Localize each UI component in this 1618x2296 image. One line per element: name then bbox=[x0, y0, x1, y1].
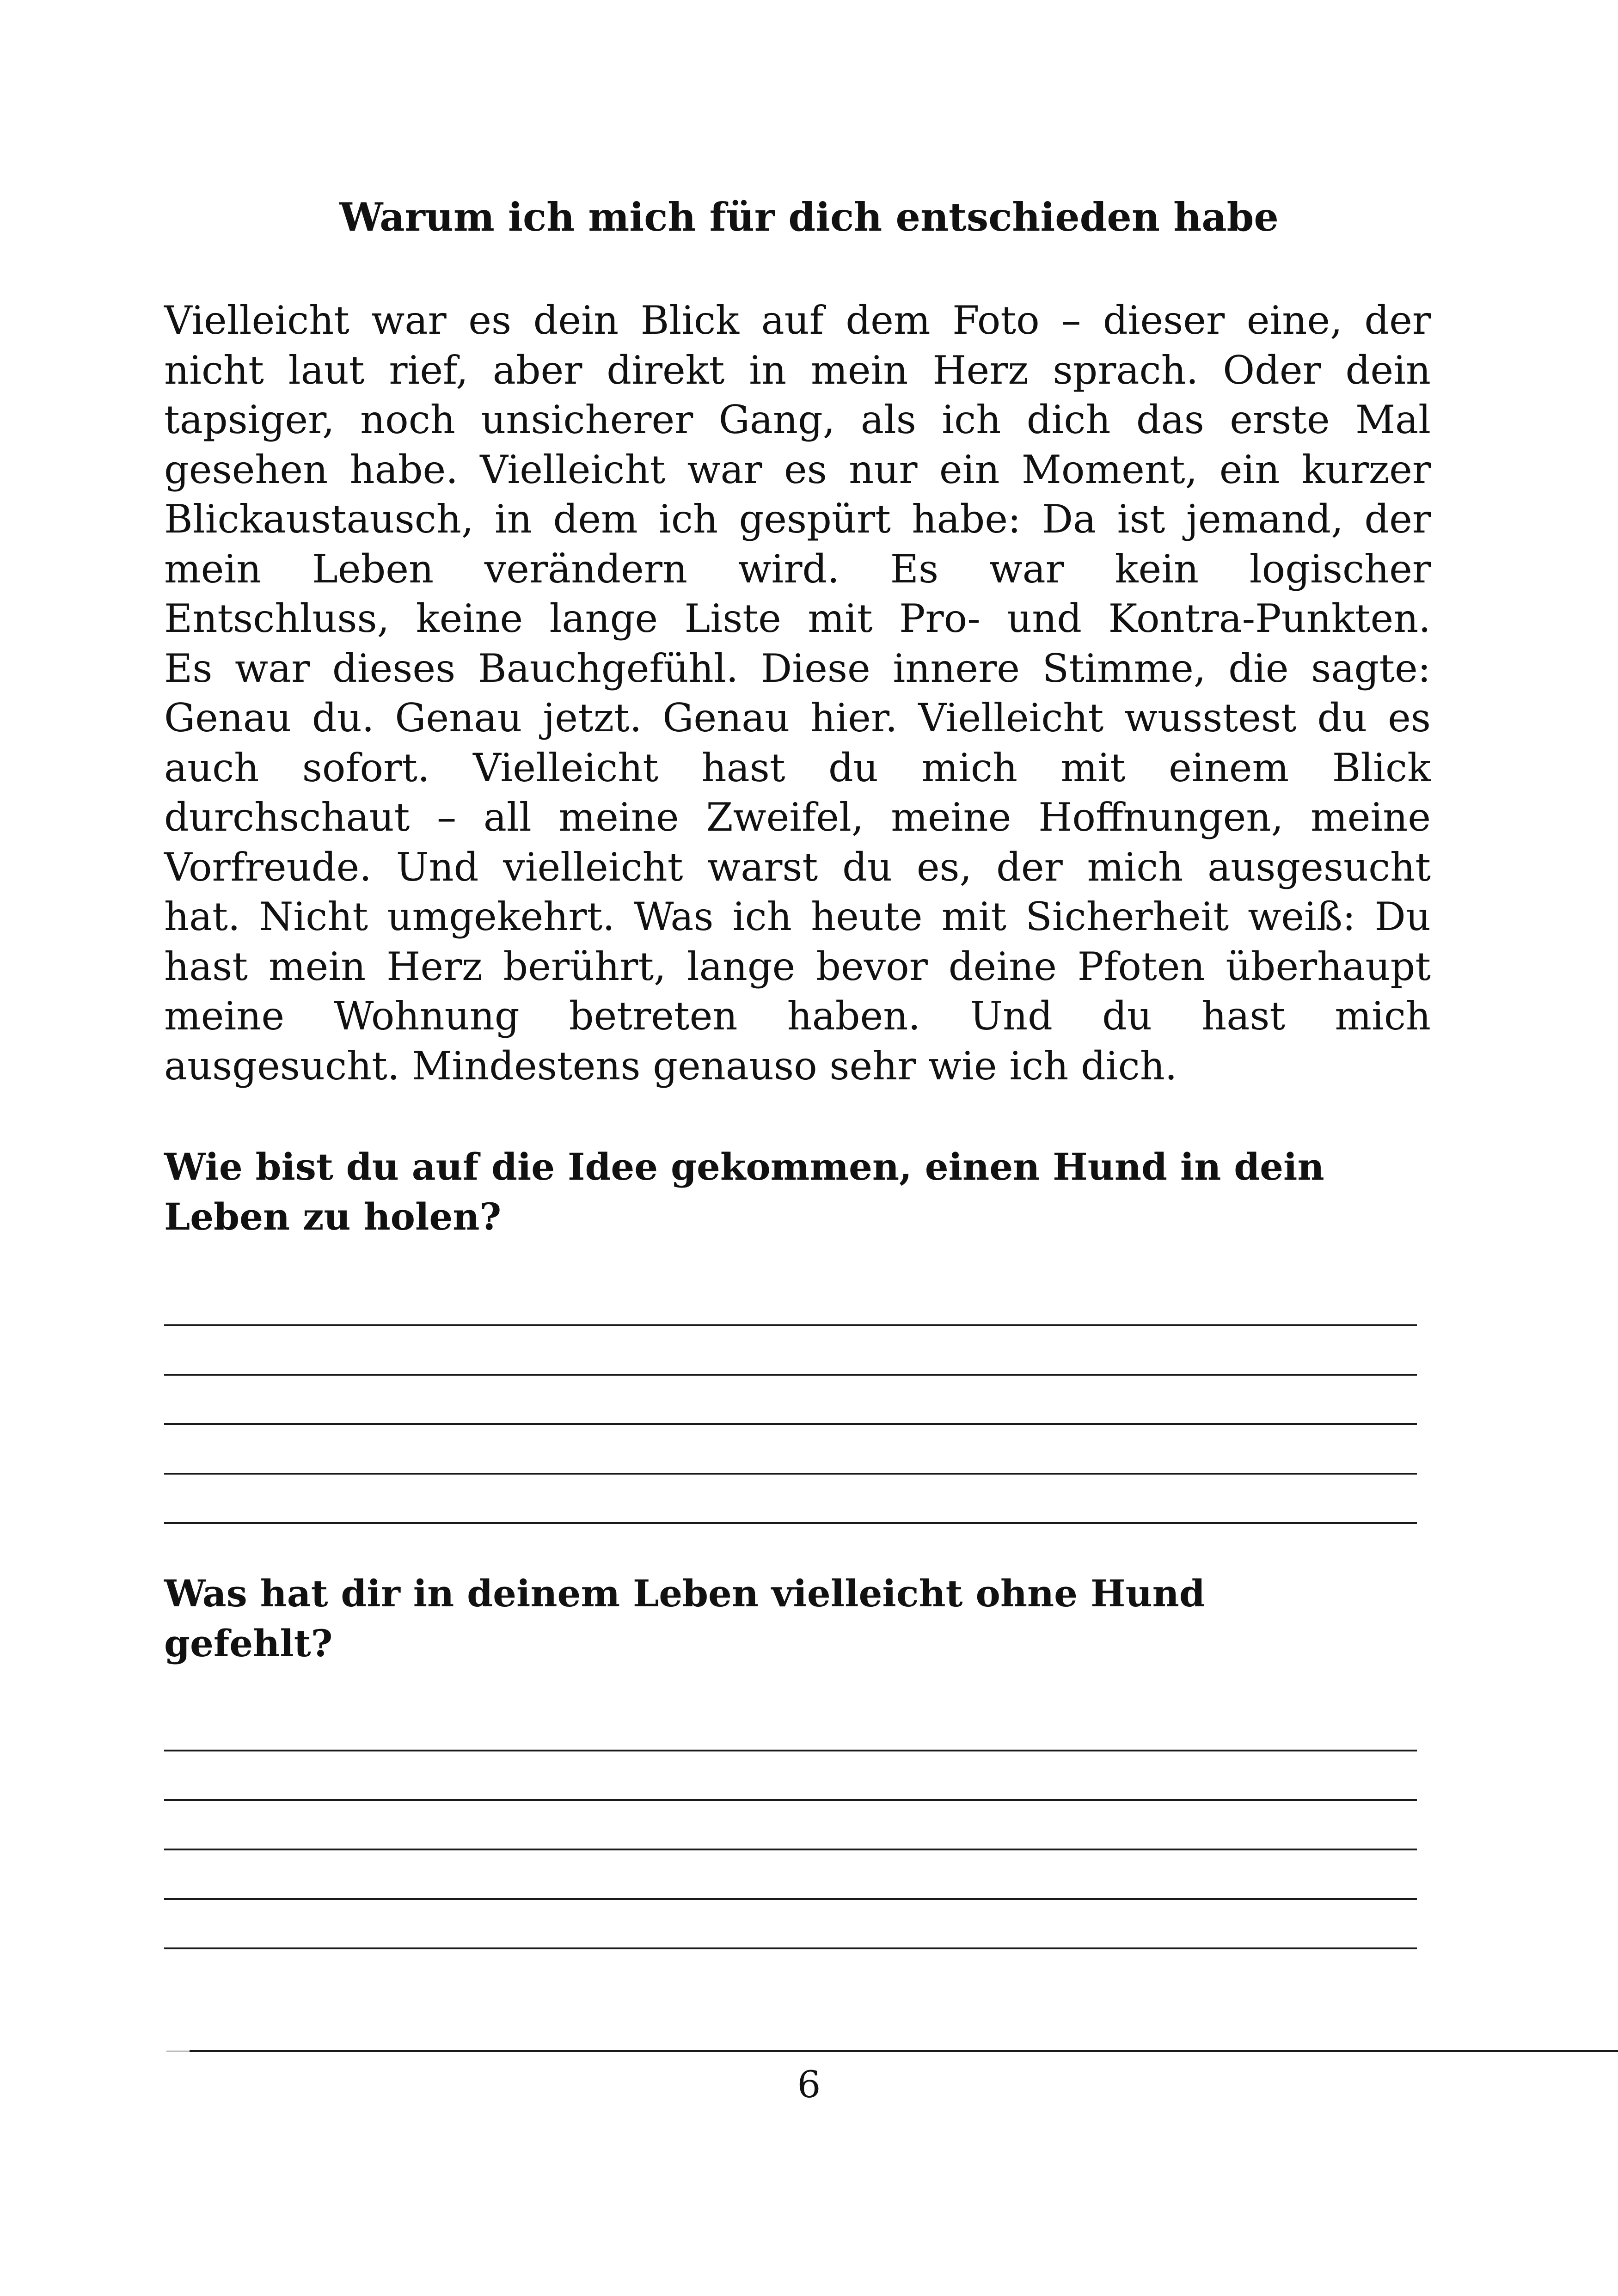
answer-line-q1-2[interactable] bbox=[164, 1374, 1417, 1376]
answer-line-q1-5[interactable] bbox=[164, 1522, 1417, 1524]
paragraph-line: mein Leben verändern wird. Es war kein logischer bbox=[164, 546, 1431, 592]
paragraph-line: Es war dieses Bauchgefühl. Diese innere Stimme, die sagte: bbox=[164, 645, 1431, 691]
question-1-heading bbox=[164, 1142, 1440, 1242]
paragraph-line: Entschluss, keine lange Liste mit Pro- und Kontra-Punkten. bbox=[164, 596, 1431, 641]
answer-line-q1-1[interactable] bbox=[164, 1324, 1417, 1326]
question-2-line-1: Was hat dir in deinem Leben vielleicht ohne Hund bbox=[164, 1572, 1205, 1615]
page-number: 6 bbox=[797, 2063, 821, 2106]
paragraph-line: Vorfreude. Und vielleicht warst du es, der mich ausgesucht bbox=[164, 844, 1431, 890]
answer-line-q1-4[interactable] bbox=[164, 1473, 1417, 1475]
answer-line-q2-1[interactable] bbox=[164, 1750, 1417, 1751]
paragraph-line: hat. Nicht umgekehrt. Was ich heute mit Sicherheit weiß: Du bbox=[164, 894, 1431, 939]
answer-line-q2-5[interactable] bbox=[164, 1947, 1417, 1949]
paragraph-line: tapsiger, noch unsicherer Gang, als ich dich das erste Mal bbox=[164, 397, 1431, 442]
paragraph-line: durchschaut – all meine Zweifel, meine Hoffnungen, meine bbox=[164, 795, 1431, 840]
paragraph-line: auch sofort. Vielleicht hast du mich mit einem Blick bbox=[164, 745, 1431, 790]
paragraph-line: nicht laut rief, aber direkt in mein Herz sprach. Oder dein bbox=[164, 347, 1431, 393]
question-1-line-1: Wie bist du auf die Idee gekommen, einen Hund in dein bbox=[164, 1145, 1324, 1188]
paragraph-line: gesehen habe. Vielleicht war es nur ein Moment, ein kurzer bbox=[164, 447, 1431, 492]
footer-rule bbox=[190, 2050, 1618, 2052]
paragraph-line: meine Wohnung betreten haben. Und du hast mich bbox=[164, 993, 1431, 1039]
paragraph-line: hast mein Herz berührt, lange bevor deine Pfoten überhaupt bbox=[164, 943, 1431, 989]
answer-line-q2-3[interactable] bbox=[164, 1849, 1417, 1850]
question-1-line-2: Leben zu holen? bbox=[164, 1195, 502, 1238]
paragraph-line: ausgesucht. Mindestens genauso sehr wie ich dich. bbox=[164, 1043, 1177, 1089]
paragraph-line: Vielleicht war es dein Blick auf dem Foto – dieser eine, der bbox=[164, 298, 1431, 343]
answer-line-q2-2[interactable] bbox=[164, 1799, 1417, 1801]
question-2-heading bbox=[164, 1568, 1440, 1668]
question-2-line-2: gefehlt? bbox=[164, 1622, 333, 1665]
body-paragraph bbox=[164, 296, 1431, 1091]
answer-line-q2-4[interactable] bbox=[164, 1898, 1417, 1900]
paragraph-line: Blickaustausch, in dem ich gespürt habe: Da ist jemand, der bbox=[164, 496, 1431, 542]
page-title: Warum ich mich für dich entschieden habe bbox=[339, 194, 1279, 240]
answer-line-q1-3[interactable] bbox=[164, 1423, 1417, 1425]
paragraph-line: Genau du. Genau jetzt. Genau hier. Vielleicht wusstest du es bbox=[164, 695, 1431, 741]
